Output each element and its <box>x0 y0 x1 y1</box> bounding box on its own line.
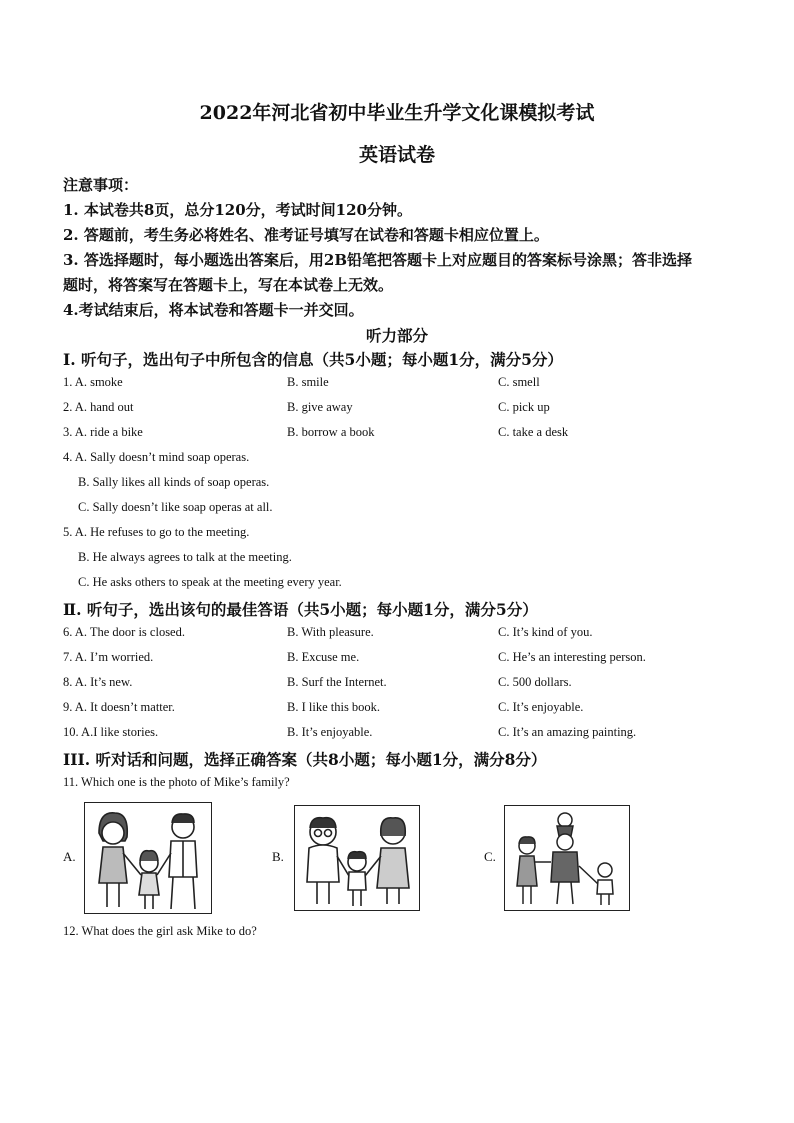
q7-option-a: 7. A. I’m worried. <box>63 650 154 664</box>
q3-option-a: 3. A. ride a bike <box>63 425 143 439</box>
q11-question: 11. Which one is the photo of Mike’s family? <box>63 775 290 789</box>
q5-option-c: C. He asks others to speak at the meeting every year. <box>78 575 342 589</box>
exam-title: 2022年河北省初中毕业生升学文化课模拟考试 <box>199 102 595 124</box>
q4-option-c: C. Sally doesn’t like soap operas at all. <box>78 500 273 514</box>
q10-option-b: B. It’s enjoyable. <box>287 725 373 739</box>
q9-option-c: C. It’s enjoyable. <box>498 700 584 714</box>
exam-subtitle: 英语试卷 <box>358 144 435 166</box>
note-2: 2. 答题前，考生务必将姓名、准考证号填写在试卷和答题卡相应位置上。 <box>63 226 549 244</box>
q12-question: 12. What does the girl ask Mike to do? <box>63 924 257 938</box>
q7-option-b: B. Excuse me. <box>287 650 360 664</box>
q4-option-a: 4. A. Sally doesn’t mind soap operas. <box>63 450 250 464</box>
q4-option-b: B. Sally likes all kinds of soap operas. <box>78 475 270 489</box>
note-4: 4.考试结束后，将本试卷和答题卡一并交回。 <box>63 301 364 319</box>
family-picture-c <box>504 805 630 911</box>
family-picture-b <box>294 805 420 911</box>
q3-option-b: B. borrow a book <box>287 425 375 439</box>
section-1-heading: Ⅰ. 听句子，选出句子中所包含的信息（共5小题；每小题1分，满分5分） <box>63 350 563 369</box>
q3-option-c: C. take a desk <box>498 425 569 439</box>
q6-option-a: 6. A. The door is closed. <box>63 625 185 639</box>
q7-option-c: C. He’s an interesting person. <box>498 650 646 664</box>
q1-option-a: 1. A. smoke <box>63 375 123 389</box>
q6-option-b: B. With pleasure. <box>287 625 374 639</box>
q2-option-a: 2. A. hand out <box>63 400 134 414</box>
q8-option-a: 8. A. It’s new. <box>63 675 133 689</box>
q1-option-c: C. smell <box>498 375 540 389</box>
q5-option-a: 5. A. He refuses to go to the meeting. <box>63 525 250 539</box>
q2-option-c: C. pick up <box>498 400 550 414</box>
note-1: 1. 本试卷共8页，总分120分，考试时间120分钟。 <box>63 201 412 219</box>
q9-option-b: B. I like this book. <box>287 700 381 714</box>
family-picture-a <box>84 802 212 914</box>
q11-label-a: A. <box>63 849 76 864</box>
family-illustration-a-icon <box>85 803 211 913</box>
part-heading: 听力部分 <box>365 326 428 345</box>
section-2-heading: Ⅱ. 听句子，选出该句的最佳答语（共5小题；每小题1分，满分5分） <box>63 600 538 619</box>
q10-option-a: 10. A.I like stories. <box>63 725 159 739</box>
q1-option-b: B. smile <box>287 375 329 389</box>
q10-option-c: C. It’s an amazing painting. <box>498 725 637 739</box>
q11-label-b: B. <box>272 849 284 864</box>
q8-option-c: C. 500 dollars. <box>498 675 572 689</box>
q5-option-b: B. He always agrees to talk at the meeting. <box>78 550 292 564</box>
family-illustration-b-icon <box>295 806 419 910</box>
family-illustration-c-icon <box>505 806 629 910</box>
q6-option-c: C. It’s kind of you. <box>498 625 593 639</box>
notes-heading: 注意事项： <box>63 176 139 194</box>
q2-option-b: B. give away <box>287 400 353 414</box>
q9-option-a: 9. A. It doesn’t matter. <box>63 700 175 714</box>
q11-label-c: C. <box>484 849 496 864</box>
note-3b: 题时，将答案写在答题卡上，写在本试卷上无效。 <box>63 276 394 294</box>
q8-option-b: B. Surf the Internet. <box>287 675 387 689</box>
section-3-heading: III. 听对话和问题，选择正确答案（共8小题；每小题1分，满分8分） <box>63 750 547 769</box>
note-3a: 3. 答选择题时，每小题选出答案后，用2B铅笔把答题卡上对应题目的答案标号涂黑；答非选择 <box>63 251 693 269</box>
